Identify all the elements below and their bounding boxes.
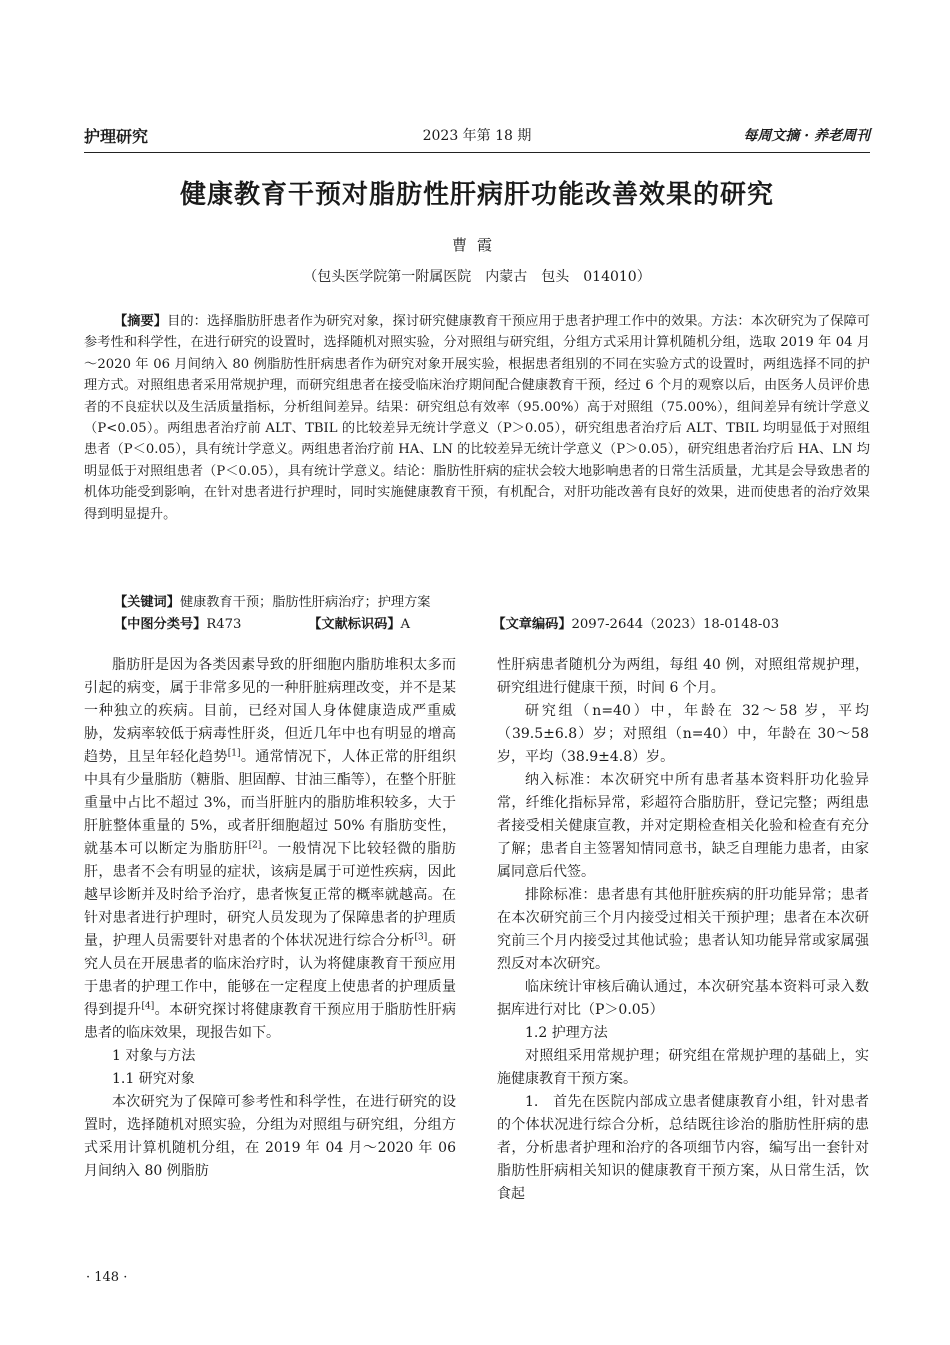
article-title: 健康教育干预对脂肪性肝病肝功能改善效果的研究 — [179, 180, 774, 210]
keywords-text: 健康教育干预；脂肪性肝病治疗；护理方案 — [179, 595, 431, 610]
abstract-text: 目的：选择脂肪肝患者作为研究对象，探讨研究健康教育干预应用于患者护理工作中的效果。方法：本次研究为了保障可参考性和科学性，在进行研究的设置时，选择随机对照实验，分对照组与研究组，分组方式采用计算机随机分组，选取 2019 年 04 月～2020 年 06 月间纳入 80 例脂肪性肝病患者作为研究对象开展实验，根据患者组别的不同在实验方式的设置时，两组选择不同的护理方式。对照组患者采用常规护理，而研究组患者在接受临床治疗期间配合健康教育干预，经过 6 个月的观察以后，由医务人员评价患者的不良症状以及生活质量指标，分析组间差异。结果：研究组总有效率（95.00%）高于对照组（75.00%），组间差异有统计学意义（P<0.05）。两组患者治疗前 ALT、TBIL 的比较差异无统计学意义（P＞0.05），研究组患者治疗后 ALT、TBIL 均明显低于对照组患者（P＜0.05），具有统计学意义。两组患者治疗前 HA、LN 的比较差异无统计学意义（P＞0.05），研究组患者治疗后 HA、LN 均明显低于对照组患者（P＜0.05），具有统计学意义。结论：脂肪性肝病的症状会较大地影响患者的日常生活质量，尤其是会导致患者的机体功能受到影响，在针对患者进行护理时，同时实施健康教育干预，有机配合，对肝功能改善有良好的效果，进而使患者的治疗效果得到明显提升。 — [84, 314, 870, 522]
doc-code-label: 【文献标识码】 — [308, 617, 401, 632]
author-name: 曹霞 — [451, 236, 502, 254]
running-header — [84, 124, 870, 150]
grouping-paragraph: 性肝病患者随机分为两组，每组 40 例，对照组常规护理，研究组进行健康干预，时间 6 个月。 — [497, 657, 869, 696]
keywords — [114, 591, 870, 610]
issue-label: 2023 年第 18 期 — [422, 128, 532, 144]
inclusion-criteria: 纳入标准：本次研究中所有患者基本资料肝功化验异常，纤维化指标异常，彩超符合脂肪肝，登记完整；两组患者接受相关健康宣教，并对定期检查相关化验和检查有充分了解；患者自主签署知情同意书，缺乏自理能力患者，由家属同意后代签。 — [497, 772, 869, 880]
age-paragraph: 研究组（n=40）中，年龄在 32～58 岁，平均（39.5±6.8）岁；对照组（n=40）中，年龄在 30～58 岁，平均（38.9±4.8）岁。 — [497, 703, 869, 765]
citation-3[interactable]: [3] — [414, 932, 428, 943]
ethics-paragraph: 临床统计审核后确认通过，本次研究基本资料可录入数据库进行对比（P＞0.05） — [497, 979, 869, 1018]
exclusion-criteria: 排除标准：患者患有其他肝脏疾病的肝功能异常；患者在本次研究前三个月内接受过相关干预护理；患者在本次研究前三个月内接受过其他试验；患者认知功能异常或家属强烈反对本次研究。 — [497, 887, 869, 972]
intro-paragraph: 脂肪肝是因为各类因素导致的肝细胞内脂肪堆积太多而引起的病变，属于非常多见的一种肝脏病理改变，并不是某一种独立的疾病。目前，已经对国人身体健康造成严重威胁，发病率较低于病毒性肝炎，但近几年中也有明显的增高趋势，且呈年轻化趋势[1]。通常情况下，人体正常的肝组织中具有少量脂肪（糖脂、胆固醇、甘油三酯等），在整个肝脏重量中占比不超过 3%，而当肝脏内的脂肪堆积较多，大于肝脏整体重量的 5%，或者肝细胞超过 50% 有脂肪变性，就基本可以断定为脂肪肝[2]。一般情况下比较轻微的脂肪肝，患者不会有明显的症状，该病是属于可逆性疾病，因此越早诊断并及时给予治疗，患者恢复正常的概率就越高。在针对患者进行护理时，研究人员发现为了保障患者的护理质量，护理人员需要针对患者的个体状况进行综合分析[3]。研究人员在开展患者的临床治疗时，认为将健康教育干预应用于患者的护理工作中，能够在一定程度上使患者的护理质量得到提升[4]。本研究探讨将健康教育干预应用于脂肪性肝病患者的临床效果，现报告如下。 — [84, 657, 457, 1041]
clc-label: 【中图分类号】 — [114, 617, 207, 632]
subsection-heading-1-2: 1.2 护理方法 — [525, 1025, 608, 1041]
journal-name: 每周文摘 · 养老周刊 — [743, 128, 870, 144]
keywords-label: 【关键词】 — [114, 595, 180, 610]
article-code-label: 【文章编码】 — [492, 617, 572, 632]
body-column-right — [497, 654, 869, 1206]
abstract-label: 【摘要】 — [114, 314, 168, 329]
subsection-heading-1-1: 1.1 研究对象 — [112, 1071, 195, 1087]
step-1-paragraph: 1. 首先在医院内部成立患者健康教育小组，针对患者的个体状况进行综合分析，总结既往诊治的脂肪性肝病的患者，分析患者护理和治疗的各项细节内容，编写出一套针对脂肪性肝病相关知识的健康教育干预方案，从日常生活，饮食起 — [497, 1094, 869, 1202]
page-number: · 148 · — [86, 1270, 128, 1285]
nursing-method-paragraph: 对照组采用常规护理；研究组在常规护理的基础上，实施健康教育干预方案。 — [497, 1048, 869, 1087]
citation-2[interactable]: [2] — [248, 840, 262, 851]
body-column-left — [84, 654, 456, 1183]
article-code-value: 2097-2644（2023）18-0148-03 — [571, 617, 780, 632]
classification-line — [114, 613, 870, 632]
header-rule — [84, 152, 870, 153]
section-heading-1: 1 对象与方法 — [112, 1048, 196, 1064]
citation-4[interactable]: [4] — [141, 1001, 155, 1012]
doc-code-value: A — [400, 617, 411, 632]
citation-1[interactable]: [1] — [227, 748, 241, 759]
author-affiliation: （包头医学院第一附属医院 内蒙古 包头 014010） — [303, 269, 651, 285]
clc-value: R473 — [206, 617, 242, 632]
section-name: 护理研究 — [84, 127, 149, 146]
abstract — [84, 311, 870, 525]
study-subjects-paragraph: 本次研究为了保障可参考性和科学性，在进行研究的设置时，选择随机对照实验，分组为对照组与研究组，分组方式采用计算机随机分组，在 2019 年 04 月～2020 年 06 月间纳入 80 例脂肪 — [84, 1094, 456, 1179]
